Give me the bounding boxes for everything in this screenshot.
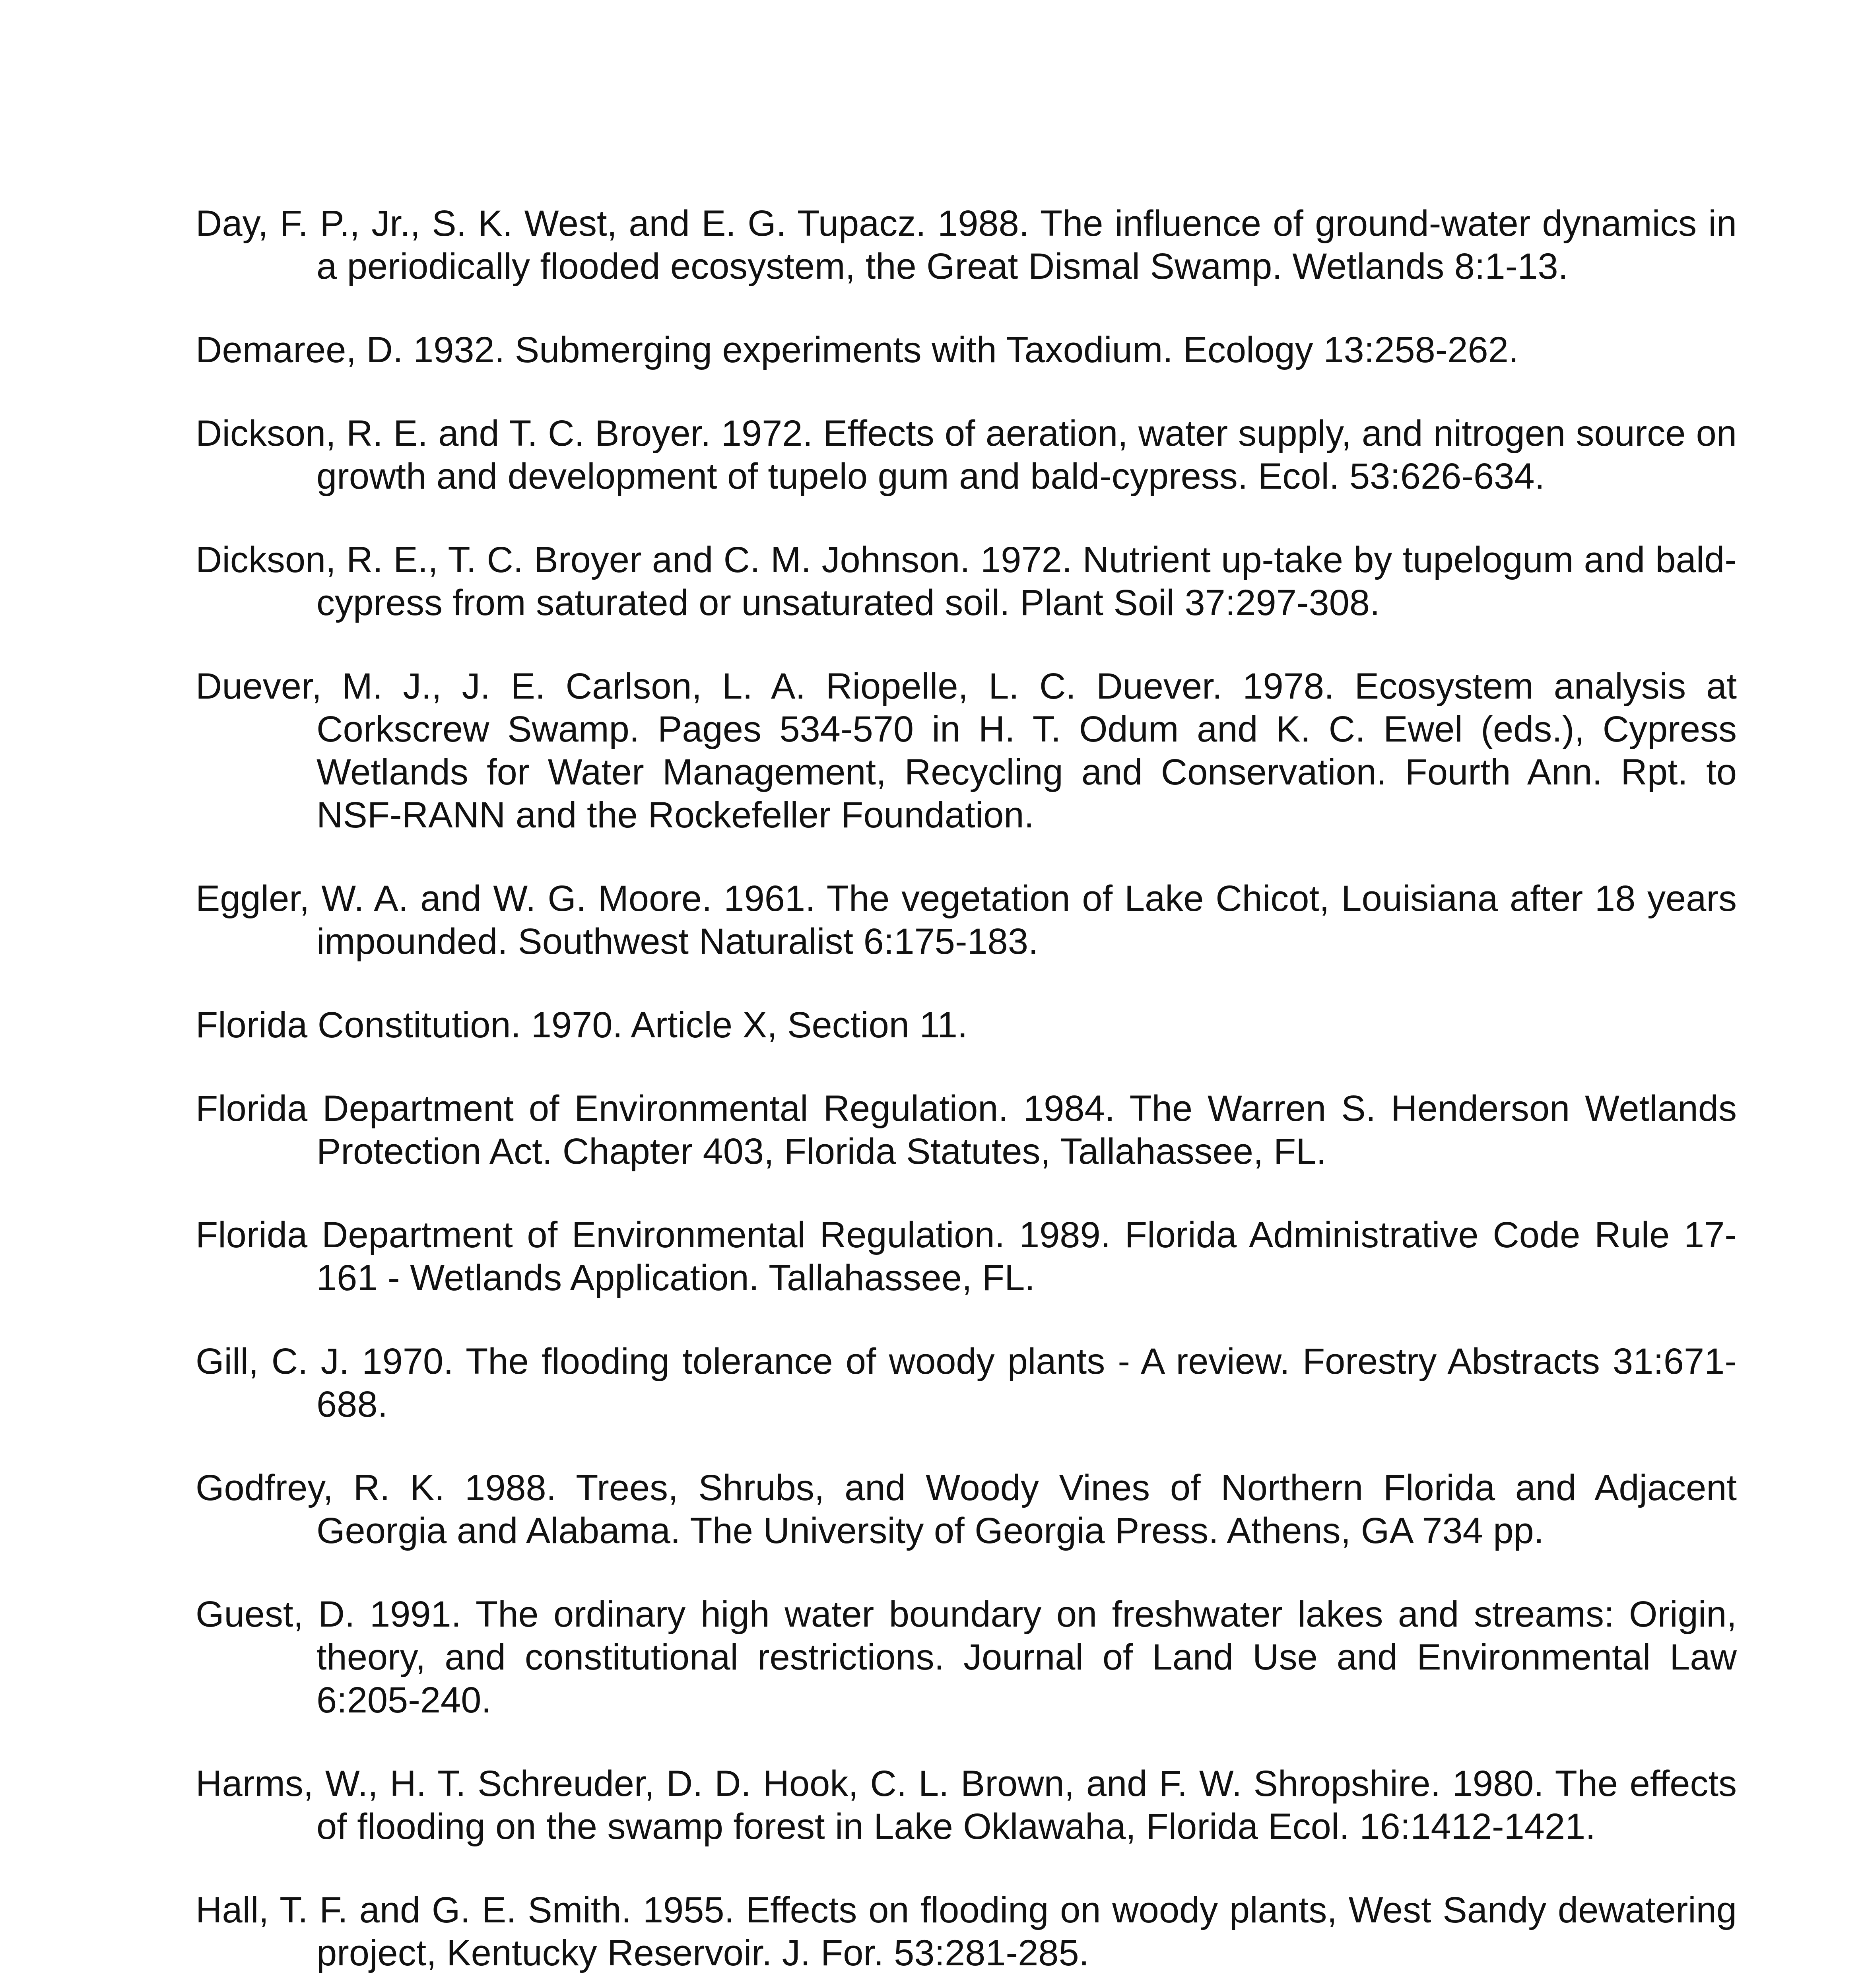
reference-entry: Gill, C. J. 1970. The flooding tolerance of woody plants - A review. Forestry Abstracts 31:671-688. — [196, 1341, 1737, 1425]
reference-entry: Eggler, W. A. and W. G. Moore. 1961. The vegetation of Lake Chicot, Louisiana after 18 years impounded. Southwest Naturalist 6:175-183. — [196, 878, 1737, 962]
reference-entry: Godfrey, R. K. 1988. Trees, Shrubs, and Woody Vines of Northern Florida and Adjacent Georgia and Alabama. The University of Georgia Press. Athens, GA 734 pp. — [196, 1468, 1737, 1551]
reference-entry: Dickson, R. E. and T. C. Broyer. 1972. Effects of aeration, water supply, and nitrogen source on growth and development of tupelo gum and bald-cypress. Ecol. 53:626-634. — [196, 413, 1737, 497]
reference-list — [196, 202, 1737, 1988]
reference-entry: Florida Department of Environmental Regulation. 1989. Florida Administrative Code Rule 17-161 - Wetlands Application. Tallahassee, FL. — [196, 1215, 1737, 1298]
reference-entry: Dickson, R. E., T. C. Broyer and C. M. Johnson. 1972. Nutrient up-take by tupelogum and bald-cypress from saturated or unsaturated soil. Plant Soil 37:297-308. — [196, 540, 1737, 623]
reference-entry: Florida Constitution. 1970. Article X, Section 11. — [196, 1005, 968, 1045]
reference-entry: Florida Department of Environmental Regulation. 1984. The Warren S. Henderson Wetlands Protection Act. Chapter 403, Florida Statutes, Tallahassee, FL. — [196, 1088, 1737, 1172]
reference-entry: Guest, D. 1991. The ordinary high water boundary on freshwater lakes and streams: Origin, theory, and constitutional restrictions. Journal of Land Use and Environmental Law 6:205-240. — [196, 1594, 1737, 1720]
reference-entry: Harms, W., H. T. Schreuder, D. D. Hook, C. L. Brown, and F. W. Shropshire. 1980. The effects of flooding on the swamp forest in Lake Oklawaha, Florida Ecol. 16:1412-1421. — [196, 1763, 1737, 1847]
reference-entry: Day, F. P., Jr., S. K. West, and E. G. Tupacz. 1988. The influence of ground-water dynamics in a periodically flooded ecosystem, the Great Dismal Swamp. Wetlands 8:1-13. — [196, 203, 1737, 287]
reference-entry: Demaree, D. 1932. Submerging experiments with Taxodium. Ecology 13:258-262. — [196, 330, 1519, 370]
reference-entry: Duever, M. J., J. E. Carlson, L. A. Riopelle, L. C. Duever. 1978. Ecosystem analysis at Corkscrew Swamp. Pages 534-570 in H. T. Odum and K. C. Ewel (eds.), Cypress Wetlands for Water Management, Recycling and Conservation. Fourth Ann. Rpt. to NSF-RANN and the Rockefeller Foundation. — [196, 666, 1737, 835]
reference-entry: Hall, T. F. and G. E. Smith. 1955. Effects on flooding on woody plants, West Sandy dewatering project, Kentucky Reservoir. J. For. 53:281-285. — [196, 1890, 1737, 1973]
